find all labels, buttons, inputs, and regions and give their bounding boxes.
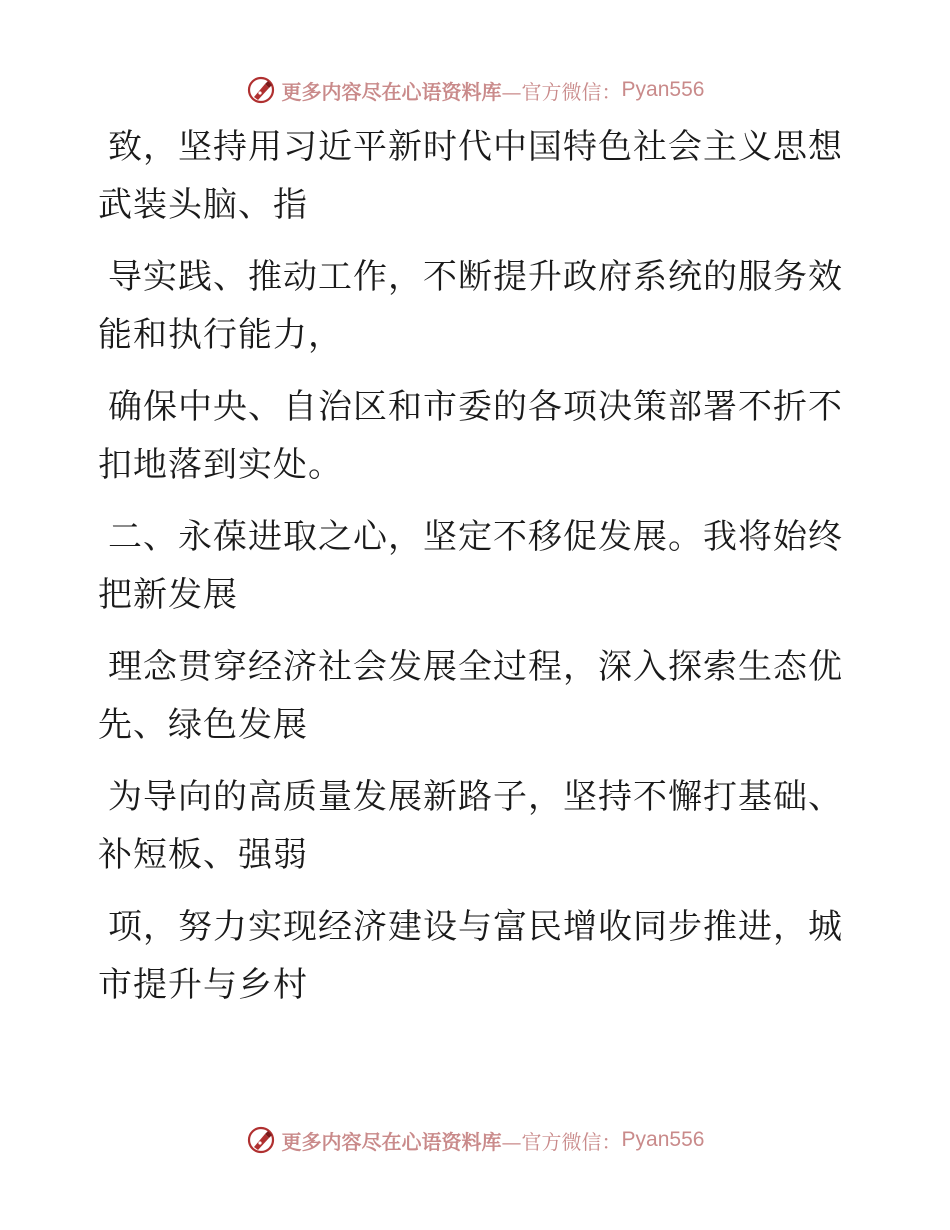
text-line: 补短板、强弱 [98, 835, 308, 875]
banner-text: 更多内容尽在心语资料库 [281, 79, 502, 104]
text-line: 市提升与乡村 [98, 965, 308, 1005]
banner-wechat-id: Pyan556 [621, 1128, 705, 1151]
document-body [98, 118, 843, 1014]
text-line: 把新发展 [98, 575, 238, 615]
banner-text: 更多内容尽在心语资料库 [281, 1129, 502, 1154]
text-line: 先、绿色发展 [98, 705, 308, 745]
pen-nib-logo-icon [246, 1125, 276, 1155]
text-line: 能和执行能力， [98, 315, 343, 355]
header-watermark-banner [0, 70, 950, 110]
banner-separator: —官方微信： [501, 1129, 622, 1154]
banner-separator: —官方微信： [501, 79, 622, 104]
footer-watermark-banner [0, 1120, 950, 1160]
text-line: 二、永葆进取之心，坚定不移促发展。我将始终 [108, 517, 843, 557]
banner-wechat-id: Pyan556 [621, 78, 705, 101]
text-line: 致，坚持用习近平新时代中国特色社会主义思想 [108, 127, 843, 167]
text-line: 扣地落到实处。 [98, 445, 343, 485]
text-line: 确保中央、自治区和市委的各项决策部署不折不 [108, 387, 843, 427]
pen-nib-logo-icon [246, 75, 276, 105]
text-line: 理念贯穿经济社会发展全过程，深入探索生态优 [108, 647, 843, 687]
text-line: 项，努力实现经济建设与富民增收同步推进，城 [108, 907, 843, 947]
text-line: 导实践、推动工作，不断提升政府系统的服务效 [108, 257, 843, 297]
text-line: 武装头脑、指 [98, 185, 308, 225]
text-line: 为导向的高质量发展新路子，坚持不懈打基础、 [108, 777, 843, 817]
